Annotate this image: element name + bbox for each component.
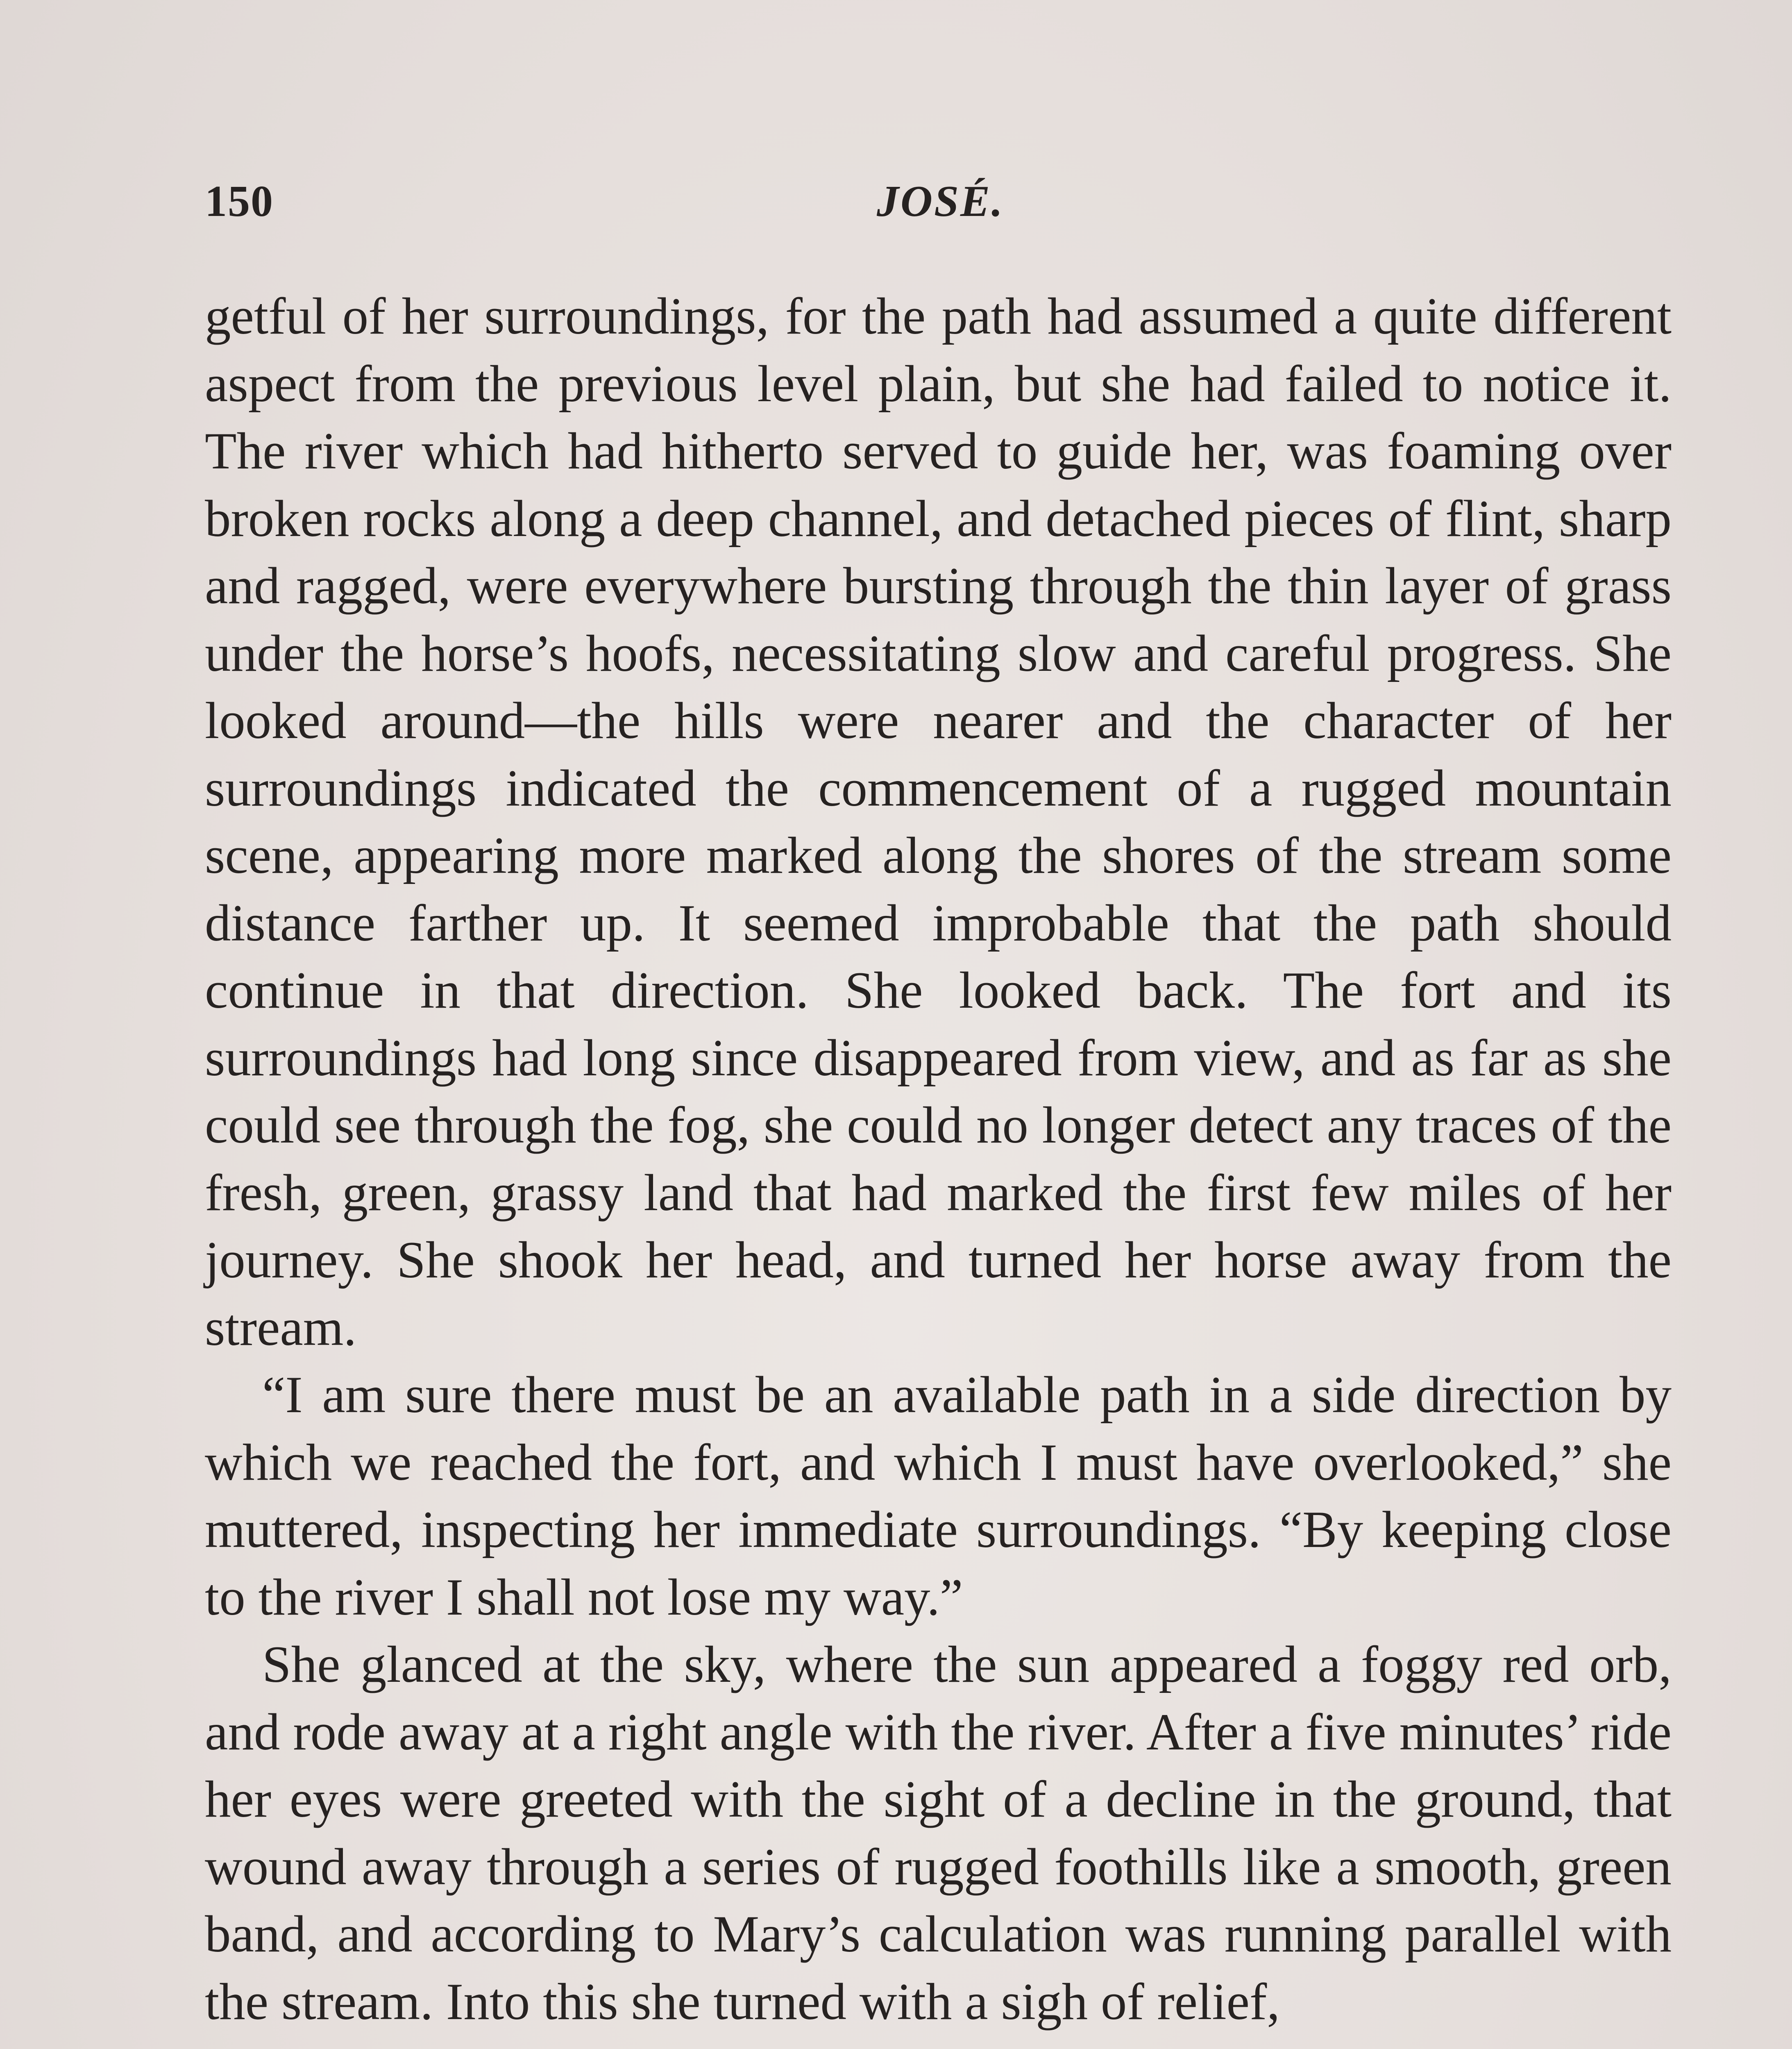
body-text — [205, 283, 1672, 2035]
page-number: 150 — [205, 177, 274, 226]
paragraph-3: She glanced at the sky, where the sun appeared a foggy red orb, and rode away at a right angle with the river. After a five minutes’ ride her eyes were greeted with the sight of a decline in the ground, that wound away through a series of rugged foothills like a smooth, green band, and according to Mary’s calculation was running parallel with the stream. Into this she turned with a sigh of relief, — [205, 1636, 1672, 2031]
running-title: JOSÉ. — [877, 177, 1005, 226]
paragraph-2: “I am sure there must be an available path in a side direction by which we reached the fort, and which I must have overlooked,” she muttered, inspecting her immediate surroundings. “By keeping close to the river I shall not lose my way.” — [205, 1366, 1672, 1626]
running-head — [205, 176, 1688, 242]
paragraph-1: getful of her surroundings, for the path had assumed a quite different aspect from the previous level plain, but she had failed to notice it. The river which had hitherto served to guide her, was foaming over broken rocks along a deep channel, and detached pieces of flint, sharp and ragged, were everywhere bursting through the thin layer of grass under the horse’s hoofs, necessitating slow and careful progress. She looked around—the hills were nearer and the character of her surroundings indicated the commencement of a rugged mountain scene, appearing more marked along the shores of the stream some distance farther up. It seemed improbable that the path should continue in that direction. She looked back. The fort and its surroundings had long since disappeared from view, and as far as she could see through the fog, she could no longer detect any traces of the fresh, green, grassy land that had marked the first few miles of her journey. She shook her head, and turned her horse away from the stream. — [205, 288, 1672, 1356]
